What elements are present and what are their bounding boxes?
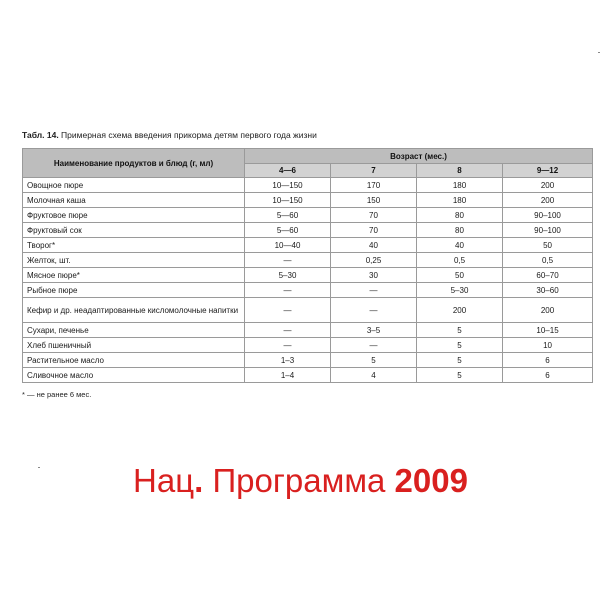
table-row bbox=[23, 323, 593, 338]
table-footnote: * — не ранее 6 мес. bbox=[22, 390, 92, 399]
table-cell: 4 bbox=[331, 368, 417, 383]
table-cell: 60–70 bbox=[503, 268, 593, 283]
table-row bbox=[23, 338, 593, 353]
table-cell: 1–3 bbox=[245, 353, 331, 368]
table-cell: — bbox=[245, 338, 331, 353]
table-cell: 3–5 bbox=[331, 323, 417, 338]
product-name: Овощное пюре bbox=[23, 178, 245, 193]
table-caption bbox=[22, 130, 317, 140]
program-title bbox=[0, 462, 601, 500]
product-name: Сухари, печенье bbox=[23, 323, 245, 338]
program-title-dot: . bbox=[194, 462, 204, 499]
table-cell: 5–30 bbox=[417, 283, 503, 298]
age-column-header: 4—6 bbox=[245, 164, 331, 178]
table-cell: 30–60 bbox=[503, 283, 593, 298]
table-cell: 200 bbox=[417, 298, 503, 323]
table-cell: 5 bbox=[417, 338, 503, 353]
product-name: Молочная каша bbox=[23, 193, 245, 208]
table-row bbox=[23, 253, 593, 268]
table-cell: 6 bbox=[503, 368, 593, 383]
table-cell: 180 bbox=[417, 193, 503, 208]
table-cell: 10 bbox=[503, 338, 593, 353]
table-cell: — bbox=[245, 283, 331, 298]
table-cell: 5 bbox=[417, 368, 503, 383]
table-cell: — bbox=[245, 253, 331, 268]
table-cell: 90–100 bbox=[503, 223, 593, 238]
table-cell: — bbox=[331, 298, 417, 323]
table-cell: 90–100 bbox=[503, 208, 593, 223]
table-cell: 10—150 bbox=[245, 193, 331, 208]
table-cell: — bbox=[331, 338, 417, 353]
table-cell: 10—150 bbox=[245, 178, 331, 193]
table-cell: 5–30 bbox=[245, 268, 331, 283]
table-caption-text: Примерная схема введения прикорма детям первого года жизни bbox=[58, 130, 317, 140]
table-cell: 80 bbox=[417, 208, 503, 223]
age-column-header: 7 bbox=[331, 164, 417, 178]
table-cell: 5 bbox=[417, 323, 503, 338]
product-name: Кефир и др. неадаптированные кисломолочные напитки bbox=[23, 298, 245, 323]
program-title-year: 2009 bbox=[394, 462, 468, 499]
table-cell: 70 bbox=[331, 223, 417, 238]
age-column-header: 8 bbox=[417, 164, 503, 178]
table-cell: 0,25 bbox=[331, 253, 417, 268]
table-cell: 200 bbox=[503, 193, 593, 208]
product-name: Растительное масло bbox=[23, 353, 245, 368]
table-cell: 170 bbox=[331, 178, 417, 193]
table-cell: — bbox=[245, 298, 331, 323]
table-row bbox=[23, 178, 593, 193]
product-name: Творог* bbox=[23, 238, 245, 253]
table-cell: 6 bbox=[503, 353, 593, 368]
table-cell: 40 bbox=[331, 238, 417, 253]
table-cell: 70 bbox=[331, 208, 417, 223]
product-name: Желток, шт. bbox=[23, 253, 245, 268]
table-row bbox=[23, 223, 593, 238]
age-header: Возраст (мес.) bbox=[245, 149, 593, 164]
table-row bbox=[23, 368, 593, 383]
table-cell: — bbox=[245, 323, 331, 338]
table-row bbox=[23, 298, 593, 323]
age-column-header: 9—12 bbox=[503, 164, 593, 178]
table-cell: 30 bbox=[331, 268, 417, 283]
table-cell: 5 bbox=[417, 353, 503, 368]
table-cell: 0,5 bbox=[417, 253, 503, 268]
table-cell: 0,5 bbox=[503, 253, 593, 268]
product-name: Сливочное масло bbox=[23, 368, 245, 383]
product-name: Рыбное пюре bbox=[23, 283, 245, 298]
corner-mark bbox=[598, 52, 600, 53]
table-row bbox=[23, 193, 593, 208]
product-name-header: Наименование продуктов и блюд (г, мл) bbox=[23, 149, 245, 178]
program-title-part: Программа bbox=[203, 462, 395, 499]
table-row bbox=[23, 283, 593, 298]
program-title-part: Нац bbox=[133, 462, 195, 499]
table-cell: 150 bbox=[331, 193, 417, 208]
table-cell: 200 bbox=[503, 178, 593, 193]
table-cell: 80 bbox=[417, 223, 503, 238]
product-name: Хлеб пшеничный bbox=[23, 338, 245, 353]
product-name: Фруктовый сок bbox=[23, 223, 245, 238]
table-row bbox=[23, 238, 593, 253]
table-cell: 1–4 bbox=[245, 368, 331, 383]
table-cell: 10—40 bbox=[245, 238, 331, 253]
table-cell: 200 bbox=[503, 298, 593, 323]
table-caption-label: Табл. 14. bbox=[22, 130, 59, 140]
table-cell: 10–15 bbox=[503, 323, 593, 338]
table-cell: 50 bbox=[417, 268, 503, 283]
table-cell: — bbox=[331, 283, 417, 298]
product-name: Мясное пюре* bbox=[23, 268, 245, 283]
table-cell: 40 bbox=[417, 238, 503, 253]
product-name: Фруктовое пюре bbox=[23, 208, 245, 223]
table-cell: 5—60 bbox=[245, 208, 331, 223]
table-cell: 5—60 bbox=[245, 223, 331, 238]
table-row bbox=[23, 268, 593, 283]
table-row bbox=[23, 208, 593, 223]
table-row bbox=[23, 353, 593, 368]
feeding-schedule-table bbox=[22, 148, 593, 383]
table-cell: 50 bbox=[503, 238, 593, 253]
table-cell: 180 bbox=[417, 178, 503, 193]
table-cell: 5 bbox=[331, 353, 417, 368]
